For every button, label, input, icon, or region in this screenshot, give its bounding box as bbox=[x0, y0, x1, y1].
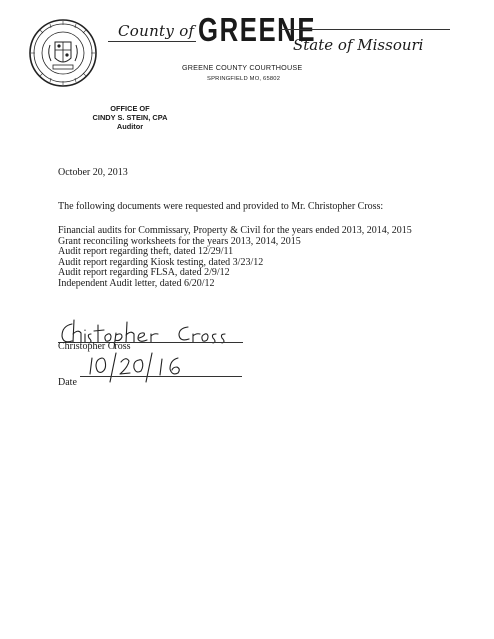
printed-name: Christopher Cross bbox=[58, 341, 131, 352]
handwritten-date bbox=[86, 350, 206, 384]
letterhead-county-prefix: County of bbox=[118, 22, 195, 40]
list-item: Independent Audit letter, dated 6/20/12 bbox=[58, 277, 215, 289]
letter-intro: The following documents were requested and provided to Mr. Christopher Cross: bbox=[58, 201, 384, 212]
list-item: Audit report regarding theft, dated 12/29/11 bbox=[58, 246, 234, 258]
letterhead-city: SPRINGFIELD MO, 65802 bbox=[207, 76, 281, 82]
office-block bbox=[70, 104, 190, 132]
date-label: Date bbox=[58, 377, 77, 388]
letterhead-building: GREENE COUNTY COURTHOUSE bbox=[182, 63, 303, 72]
letter-date: October 20, 2013 bbox=[58, 167, 128, 178]
list-item: Financial audits for Commissary, Property & Civil for the years ended 2013, 2014, 2015 bbox=[58, 225, 412, 236]
list-item: Grant reconciling worksheets for the years 2013, 2014, 2015 bbox=[58, 235, 301, 247]
letterhead-state: State of Missouri bbox=[293, 36, 424, 54]
letterhead-county-name: GREENE bbox=[198, 11, 317, 48]
date-line bbox=[80, 376, 242, 377]
list-item: Audit report regarding Kiosk testing, dated 3/23/12 bbox=[58, 256, 264, 268]
office-line-2: CINDY S. STEIN, CPA bbox=[92, 113, 168, 123]
letterhead-rule-left bbox=[108, 41, 196, 42]
county-seal-icon bbox=[28, 18, 98, 88]
letterhead-rule-right bbox=[280, 29, 450, 30]
list-item: Audit report regarding FLSA, dated 2/9/12 bbox=[58, 267, 230, 279]
office-line-3: Auditor bbox=[116, 122, 144, 132]
document-list bbox=[58, 226, 412, 290]
office-line-1: OFFICE OF bbox=[110, 104, 150, 113]
